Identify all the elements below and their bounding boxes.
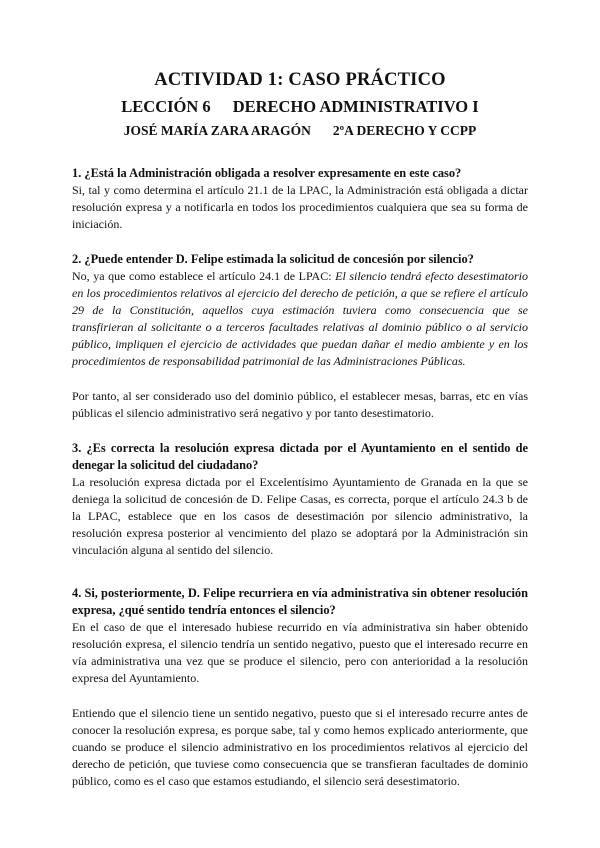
question-2: 2. ¿Puede entender D. Felipe estimada la solicitud de concesión por silencio? (72, 252, 474, 266)
question-1: 1. ¿Está la Administración obligada a resolver expresamente en este caso? (72, 166, 462, 180)
answer-2 (72, 268, 528, 370)
course-label: 2ºA DERECHO Y CCPP (332, 123, 477, 138)
section-1 (72, 165, 528, 233)
question-3: 3. ¿Es correcta la resolución expresa dictada por el Ayuntamiento en el sentido de denegar la solicitud del ciudadano? (72, 441, 528, 472)
author-line (72, 123, 528, 139)
answer-1: Si, tal y como determina el artículo 21.1 de la LPAC, la Administración está obligada a dictar resolución expresa y a notificarla en todos los procedimientos cualquiera que sea su forma de iniciación. (72, 183, 528, 231)
answer-2-intro: No, ya que como establece el artículo 24.1 de LPAC: (72, 269, 336, 283)
lesson-line (72, 97, 528, 117)
subject-label: DERECHO ADMINISTRATIVO I (232, 97, 479, 116)
section-4 (72, 585, 528, 790)
answer-2-quote: El silencio tendrá efecto desestimatorio en los procedimientos relativos al ejercicio del derecho de petición, a que se refiere el artículo 29 de la Constitución, aquellos cuya estimación tuviera como consecuencia que se transfirieran al solicitante o a terceros facultades relativas al dominio público o al servicio público, impliquen el ejercicio de actividades que puedan dañar el medio ambiente y en los procedimientos de responsabilidad patrimonial de las Administraciones Públicas. (72, 269, 528, 368)
section-3 (72, 440, 528, 559)
answer-2-followup: Por tanto, al ser considerado uso del dominio público, el establecer mesas, barras, etc en vías públicas el silencio administrativo será negativo y por tanto desestimatorio. (72, 389, 528, 420)
question-4: 4. Si, posteriormente, D. Felipe recurriera en vía administrativa sin obtener resolución expresa, ¿qué sentido tendría entonces el silencio? (72, 586, 528, 617)
author-name: JOSÉ MARÍA ZARA ARAGÓN (123, 123, 311, 138)
section-2 (72, 251, 528, 422)
document-header (72, 70, 528, 139)
lesson-label: LECCIÓN 6 (121, 97, 211, 116)
answer-3: La resolución expresa dictada por el Excelentísimo Ayuntamiento de Granada en la que se deniega la solicitud de concesión de D. Felipe Casas, es correcta, porque el artículo 24.3 b de la LPAC, establece que en los casos de desestimación por silencio administrativo, la resolución expresa posterior al vencimiento del plazo se adoptará por la Administración sin vinculación alguna al sentido del silencio. (72, 475, 528, 557)
document-title: ACTIVIDAD 1: CASO PRÁCTICO (154, 70, 446, 90)
answer-4: En el caso de que el interesado hubiese recurrido en vía administrativa sin haber obtenido resolución expresa, el silencio tendría un sentido negativo, puesto que el interesado recurre en vía administrativa una vez que se produce el silencio, pero con anterioridad a la resolución expresa del Ayuntamiento. (72, 620, 528, 685)
answer-4-followup: Entiendo que el silencio tiene un sentido negativo, puesto que si el interesado recurre antes de conocer la resolución expresa, es porque sabe, tal y como hemos explicado anteriormente, que cuando se produce el silencio administrativo en los procedimientos relativos al ejercicio del derecho de petición, que tuviese como consecuencia que se transfieran facultades de dominio público, como es el caso que estamos estudiando, el silencio será desestimatorio. (72, 706, 528, 788)
